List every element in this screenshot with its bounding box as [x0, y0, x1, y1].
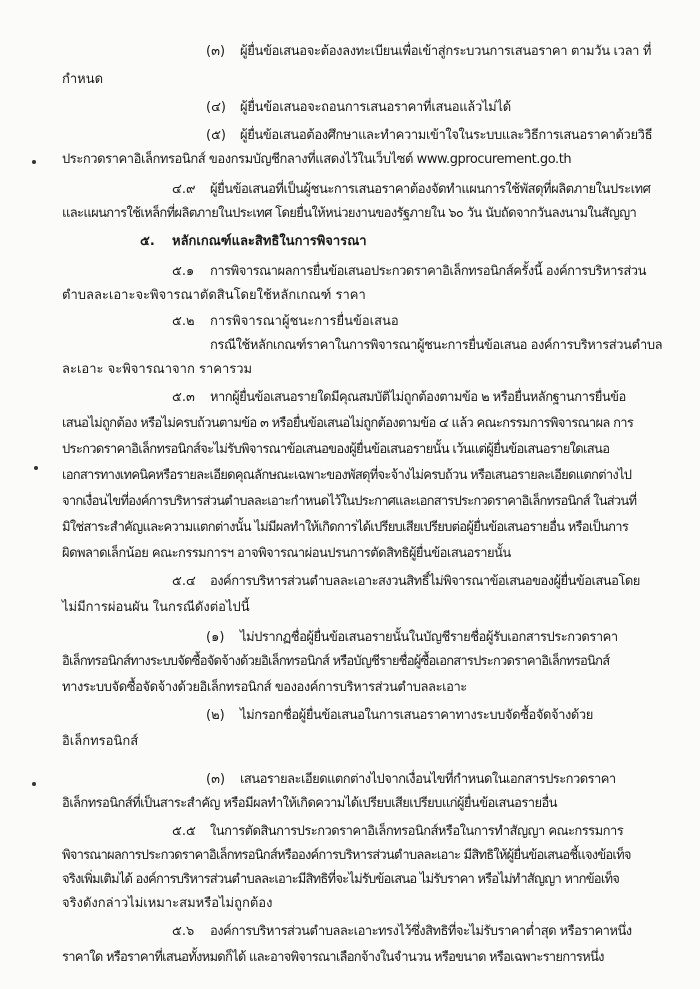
text-line: เสนอรายละเอียดแตกต่างไปจากเงื่อนไขที่กำหนดในเอกสารประกวดราคา: [240, 772, 616, 787]
text-line: พิจารณาผลการประกวดราคาอิเล็กทรอนิกส์หรือองค์การบริหารส่วนตำบลละเอาะ มีสิทธิให้ผู้ยื่นข้อเสนอชี้แจงข้อเท็จ: [62, 848, 631, 863]
text-line: ประกวดราคาอิเล็กทรอนิกส์ ของกรมบัญชีกลางที่แสดงไว้ในเว็บไซต์ www.gprocurement.go.th: [62, 152, 572, 167]
scan-mark: [34, 466, 38, 470]
text-line: อิเล็กทรอนิกส์ทางระบบจัดซื้อจัดจ้างด้วยอิเล็กทรอนิกส์ หรือบัญชีรายชื่อผู้ซื้อเอกสารประกวดราคาอิเล็กทรอนิกส์: [62, 654, 610, 669]
text-line: เสนอไม่ถูกต้อง หรือไม่ครบถ้วนตามข้อ ๓ หรือยื่นข้อเสนอไม่ถูกต้องตามข้อ ๔ แล้ว คณะกรรมการพิจารณาผล การ: [62, 416, 634, 431]
item-number: ๕.๒: [172, 314, 195, 329]
text-line: จริงดังกล่าวไม่เหมาะสมหรือไม่ถูกต้อง: [62, 896, 273, 911]
text-line: จากเงื่อนไขที่องค์การบริหารส่วนตำบลละเอาะกำหนดไว้ในประกาศและเอกสารประกวดราคาอิเล็กทรอนิกส์ ในส่วนที่: [62, 494, 637, 509]
text-line: ผิดพลาดเล็กน้อย คณะกรรมการฯ อาจพิจารณาผ่อนปรนการตัดสิทธิผู้ยื่นข้อเสนอรายนั้น: [62, 546, 511, 561]
item-number: ๕.๔: [172, 574, 196, 589]
item-number: (๓): [206, 44, 226, 59]
text-line: ตำบลละเอาะจะพิจารณาตัดสินโดยใช้หลักเกณฑ์ ราคา: [62, 288, 366, 303]
text-line: ไม่มีการผ่อนผัน ในกรณีดังต่อไปนี้: [62, 600, 250, 615]
text-line: อิเล็กทรอนิกส์ที่เป็นสาระสำคัญ หรือมีผลทำให้เกิดความได้เปรียบเสียเปรียบแก่ผู้ยื่นข้อเสนอรายอื่น: [62, 796, 557, 811]
text-line: ประกวดราคาอิเล็กทรอนิกส์จะไม่รับพิจารณาข้อเสนอของผู้ยื่นข้อเสนอรายนั้น เว้นแต่ผู้ยื่นข้อเสนอรายใดเสนอ: [62, 442, 610, 457]
text-line: ไม่กรอกชื่อผู้ยื่นข้อเสนอในการเสนอราคาทางระบบจัดซื้อจัดจ้างด้วย: [240, 708, 593, 723]
text-line: องค์การบริหารส่วนตำบลละเอาะทรงไว้ซึ่งสิทธิที่จะไม่รับราคาต่ำสุด หรือราคาหนึ่ง: [210, 924, 632, 939]
text-line: การพิจารณาผลการยื่นข้อเสนอประกวดราคาอิเล็กทรอนิกส์ครั้งนี้ องค์การบริหารส่วน: [210, 264, 646, 279]
scan-mark: [32, 160, 36, 164]
text-line: ผู้ยื่นข้อเสนอจะถอนการเสนอราคาที่เสนอแล้วไม่ได้: [240, 100, 511, 115]
text-line: ราคาใด หรือราคาที่เสนอทั้งหมดก็ได้ และอาจพิจารณาเลือกจ้างในจำนวน หรือขนาด หรือเฉพาะรายการหนึ่ง: [62, 950, 604, 965]
item-number: (๔): [206, 100, 226, 115]
item-number: (๑): [206, 630, 225, 645]
section-number: ๕.: [140, 234, 155, 249]
item-number: (๕): [206, 128, 226, 143]
text-line: ผู้ยื่นข้อเสนอที่เป็นผู้ชนะการเสนอราคาต้องจัดทำแผนการใช้พัสดุที่ผลิตภายในประเทศ: [210, 182, 651, 197]
text-line: ผู้ยื่นข้อเสนอจะต้องลงทะเบียนเพื่อเข้าสู่กระบวนการเสนอราคา ตามวัน เวลา ที่: [240, 44, 652, 59]
text-line: อิเล็กทรอนิกส์: [62, 734, 139, 749]
item-number: ๕.๓: [172, 390, 195, 405]
text-line: เอกสารทางเทคนิคหรือรายละเอียดคุณลักษณะเฉพาะของพัสดุที่จะจ้างไม่ครบถ้วน หรือเสนอรายละเอียดแตกต่างไป: [62, 468, 632, 483]
item-number: ๕.๖: [172, 924, 195, 939]
text-line: ไม่ปรากฏชื่อผู้ยื่นข้อเสนอรายนั้นในบัญชีรายชื่อผู้รับเอกสารประกวดราคา: [240, 630, 618, 645]
text-line: มิใช่สาระสำคัญและความแตกต่างนั้น ไม่มีผลทำให้เกิดการได้เปรียบเสียเปรียบต่อผู้ยื่นข้อเสนอรายอื่น หรือเป็นการ: [62, 520, 629, 535]
section-heading: หลักเกณฑ์และสิทธิในการพิจารณา: [172, 234, 367, 249]
text-line: และแผนการใช้เหล็กที่ผลิตภายในประเทศ โดยยื่นให้หน่วยงานของรัฐภายใน ๖๐ วัน นับถัดจากวันลงนามในสัญญา: [62, 206, 637, 221]
text-line: กำหนด: [62, 72, 104, 87]
text-line: ละเอาะ จะพิจารณาจาก ราคารวม: [62, 362, 253, 377]
text-line: ทางระบบจัดซื้อจัดจ้างด้วยอิเล็กทรอนิกส์ ขององค์การบริหารส่วนตำบลละเอาะ: [62, 680, 467, 695]
item-number: ๕.๕: [172, 824, 196, 839]
text-line: กรณีใช้หลักเกณฑ์ราคาในการพิจารณาผู้ชนะการยื่นข้อเสนอ องค์การบริหารส่วนตำบล: [210, 338, 663, 353]
text-line: องค์การบริหารส่วนตำบลละเอาะสงวนสิทธิ์ไม่พิจารณาข้อเสนอของผู้ยื่นข้อเสนอโดย: [210, 574, 640, 589]
text-line: ในการตัดสินการประกวดราคาอิเล็กทรอนิกส์หรือในการทำสัญญา คณะกรรมการ: [210, 824, 624, 839]
item-number: ๔.๙: [172, 182, 196, 197]
text-line: จริงเพิ่มเติมได้ องค์การบริหารส่วนตำบลละเอาะมีสิทธิที่จะไม่รับข้อเสนอ ไม่รับราคา หรือไม่ทำสัญญา หากข้อเท็จ: [62, 872, 620, 887]
text-line: การพิจารณาผู้ชนะการยื่นข้อเสนอ: [210, 314, 399, 329]
text-line: ผู้ยื่นข้อเสนอต้องศึกษาและทำความเข้าใจในระบบและวิธีการเสนอราคาด้วยวิธี: [240, 128, 653, 143]
scan-mark: [32, 782, 36, 786]
text-line: หากผู้ยื่นข้อเสนอรายใดมีคุณสมบัติไม่ถูกต้องตามข้อ ๒ หรือยื่นหลักฐานการยื่นข้อ: [210, 390, 626, 405]
item-number: (๓): [206, 772, 226, 787]
item-number: (๒): [206, 708, 225, 723]
item-number: ๕.๑: [172, 264, 195, 279]
